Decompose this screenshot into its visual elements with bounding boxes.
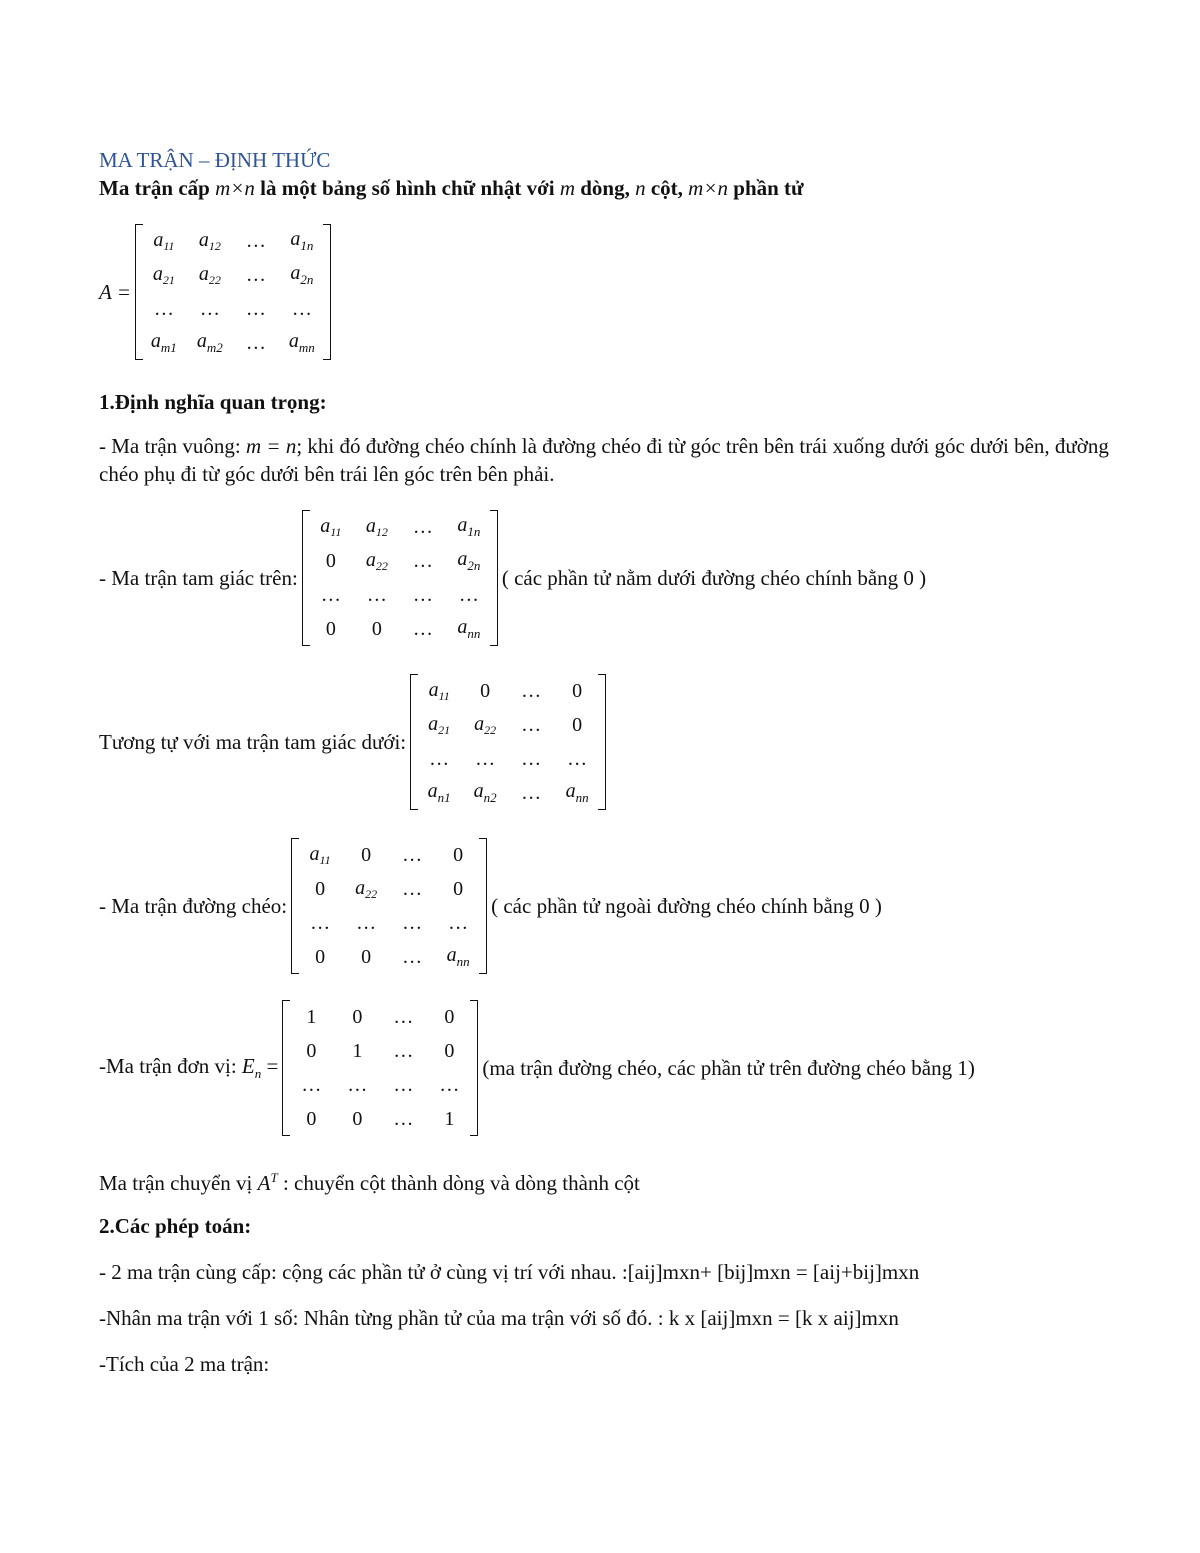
upper-triangular-row [99,510,926,646]
identity-label: -Ma trận đơn vị: $E_n$ = [99,1054,279,1081]
matrix-a-label: A = [99,279,131,304]
lower-triangular-row [99,674,610,810]
section-1-heading: 1.Định nghĩa quan trọng: [99,390,327,414]
matrix-a: $a_{11}$ $a_{12}$ … $a_{1n}$ $a_{21}$ $a_{22}$ … $a_{2n}$ … … … … $a_{m1}$ $a_{m2}$ … $a_{mn}$ [135,224,331,360]
transpose-definition: Ma trận chuyển vị $A^T$ : chuyển cột thành dòng và dòng thành cột [99,1170,640,1195]
intro-text-4: cột, [645,176,689,200]
intro-math-2: m [559,176,575,200]
lower-triangular-matrix: $a_{11}$ 0 … 0 $a_{21}$ $a_{22}$ … 0 … … … … $a_{n1}$ $a_{n2}$ … $a_{nn}$ [410,674,606,810]
diag-label: - Ma trận đường chéo: [99,893,288,918]
identity-row [99,1000,975,1136]
op-scalar-multiplication: -Nhân ma trận với 1 số: Nhân từng phần tử của ma trận với số đó. : k x [aij]mxn = [k x aij]mxn [99,1306,899,1330]
matrix-definition [99,174,804,202]
diagonal-row [99,838,882,974]
square-math: m = n [245,434,297,458]
intro-math-3: n [635,176,646,200]
lower-label: Tương tự với ma trận tam giác dưới: [99,729,407,754]
diag-note: ( các phần tử ngoài đường chéo chính bằng 0 ) [491,893,882,918]
intro-text-2: là một bảng số hình chữ nhật với [254,176,560,200]
upper-label: - Ma trận tam giác trên: [99,565,298,590]
op-addition: - 2 ma trận cùng cấp: cộng các phần tử ở cùng vị trí với nhau. :[aij]mxn+ [bij]mxn = [aij+bij]mxn [99,1260,920,1284]
intro-math-1: m×n [215,176,255,200]
intro-math-4: m×n [688,176,729,200]
op-matrix-product: -Tích của 2 ma trận: [99,1352,270,1376]
page-title: MA TRẬN – ĐỊNH THỨC [99,148,331,172]
square-matrix-definition: - Ma trận vuông: m = n; khi đó đường chéo chính là đường chéo đi từ góc trên bên trái xuống dưới góc dưới bên, đường chéo phụ đi từ góc dưới bên trái lên góc trên bên phải. [99,434,1109,486]
identity-matrix: 1 0 … 0 0 1 … 0 … … … … 0 0 … 1 [282,1000,478,1136]
upper-note: ( các phần tử nằm dưới đường chéo chính bằng 0 ) [501,565,927,590]
section-2-heading: 2.Các phép toán: [99,1214,252,1238]
intro-text-3: dòng, [574,176,636,200]
identity-note: (ma trận đường chéo, các phần tử trên đường chéo bằng 1) [482,1055,975,1080]
upper-triangular-matrix: $a_{11}$ $a_{12}$ … $a_{1n}$ 0 $a_{22}$ … $a_{2n}$ … … … … 0 0 … $a_{nn}$ [302,510,498,646]
matrix-a-row [99,224,335,360]
diagonal-matrix: $a_{11}$ 0 … 0 0 $a_{22}$ … 0 … … … … 0 0 … $a_{nn}$ [291,838,487,974]
intro-text-5: phần tử [728,176,804,200]
intro-text-1: Ma trận cấp [99,176,216,200]
